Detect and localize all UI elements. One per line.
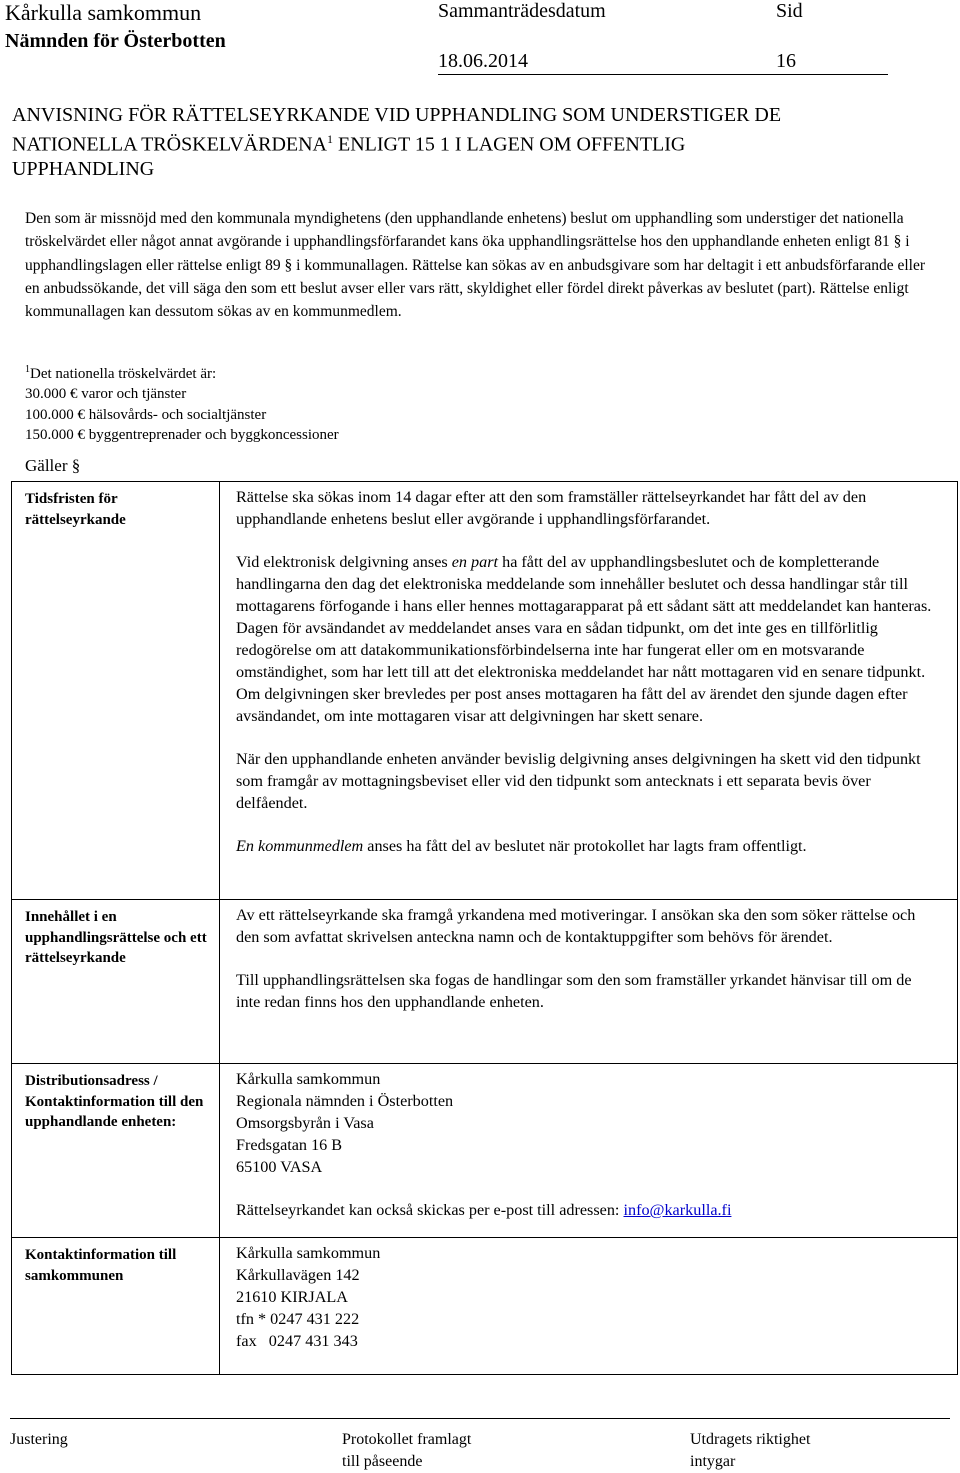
deadline-content (220, 482, 958, 900)
table-row (12, 1238, 958, 1375)
footnote-heading (25, 360, 339, 384)
address-line: Kårkulla samkommun (236, 1070, 381, 1088)
title-line-2a: NATIONELLA TRÖSKELVÄRDENA (12, 133, 327, 156)
address-line: Regionala nämnden i Österbotten (236, 1092, 454, 1110)
organization-name: Kårkulla samkommun (5, 0, 202, 25)
intro-part-1: Den som är missnöjd med den kommunala myndighetens (den upphandlande enhetens) beslut om upphandling som understiger det nationella tröskelvärdet eller något annat avgörande i upphandlingsförfarandet kans öka upphandlingsrättelse hos den upphandlande enheten enligt 81 § i upphandlingslagen eller rättelse enligt 89 § i kommunallagen. (25, 210, 910, 274)
contact-label: Kontaktinformation till samkommunen (12, 1238, 220, 1375)
email-text: Rättelseyrkandet kan också skickas per e-post till adressen: (236, 1201, 624, 1219)
email-paragraph (236, 1199, 937, 1221)
intro-part-2: Rättelse kan sökas av en anbudsgivare som har deltagit i ett anbudsförfarande eller en anbudssökande, det vill säga den som ett beslut avser eller vars rätt, skyldighet eller fördel direkt påverkas av beslutet (part). Rättelse enligt kommunallagen kan dessutom sökas av en kommunmedlem. (25, 256, 926, 321)
footer-certify-line-1: Utdragets riktighet (690, 1431, 811, 1448)
address-line: Kårkullavägen 142 (236, 1266, 360, 1284)
title-line-1: ANVISNING FÖR RÄTTELSEYRKANDE VID UPPHANDLING SOM UNDERSTIGER DE (12, 104, 782, 126)
address-line: fax 0247 431 343 (236, 1332, 358, 1350)
address-line: Omsorgsbyrån i Vasa (236, 1114, 374, 1132)
footer-posted-line-2: till påseende (342, 1453, 423, 1470)
address-line: 65100 VASA (236, 1158, 323, 1176)
address-line: tfn * 0247 431 222 (236, 1310, 360, 1328)
footer-posted (342, 1429, 471, 1473)
contact-content (220, 1238, 958, 1375)
page-number: 16 (776, 50, 796, 72)
content-paragraph-2: Till upphandlingsrättelsen ska fogas de handlingar som den som framställer yrkandet hänvisar till om de inte redan finns hos den upphandlande enheten. (236, 971, 912, 1011)
footnote-heading-text: Det nationella tröskelvärdet är: (30, 366, 217, 382)
deadline-label: Tidsfristen för rättelseyrkande (12, 482, 220, 900)
footnote-ref: 1 (327, 132, 333, 146)
footnote (25, 360, 339, 445)
meeting-date-label: Sammanträdesdatum (438, 0, 606, 22)
title-line-3: UPPHANDLING (12, 157, 155, 180)
address-line: Fredsgatan 16 B (236, 1136, 343, 1154)
footnote-item: 100.000 € hälsovårds- och socialtjänster (25, 406, 267, 423)
deadline-paragraph-3: När den upphandlande enheten använder bevislig delgivning anses delgivningen ha skett vid den tidpunkt som framgår av mottagningsbeviset eller vid den tidpunkt som antecknats i ett separata bevis över delfåendet. (236, 750, 921, 812)
content-content (220, 900, 958, 1064)
table-row (12, 900, 958, 1064)
content-label: Innehållet i en upphandlingsrättelse och ett rättelseyrkande (12, 900, 220, 1064)
footnote-marker: 1 (25, 364, 30, 375)
footer-verification: Justering (10, 1431, 68, 1448)
applies-to-label: Gäller § (25, 456, 81, 475)
table-row (12, 1064, 958, 1238)
footnote-item: 150.000 € byggentreprenader och byggkoncessioner (25, 426, 339, 443)
text-run: Vid elektronisk delgivning anses (236, 553, 452, 571)
footer-certify-line-2: intygar (690, 1453, 736, 1470)
content-paragraph-1: Av ett rättelseyrkande ska framgå yrkandena med motiveringar. I ansökan ska den som söker rättelse och den som avfattat skrivelsen anteckna namn och de kontaktuppgifter som behövs för ärendet. (236, 906, 916, 946)
deadline-paragraph-1: Rättelse ska sökas inom 14 dagar efter att den som framställer rättelseyrkandet har fått del av den upphandlande enhetens beslut eller avgörande i upphandlingsförfarandet. (236, 488, 867, 528)
deadline-paragraph-4 (236, 835, 937, 857)
distribution-label: Distributionsadress / Kontaktinformation till den upphandlande enheten: (12, 1064, 220, 1238)
header-rule (438, 74, 888, 75)
intro-paragraph (25, 207, 930, 323)
contact-address (236, 1242, 937, 1352)
text-run: ha fått del av upphandlingsbeslutet och de kompletterande handlingarna den dag det elektroniska meddelande som innehåller beslutet och dessa handlingar står till mottagarens förfogande i hans eller hennes mottagarapparat på ett sådant sätt att meddelandet kan hanteras. Dagen för avsändandet av meddelandet anses vara en sådan tidpunkt, om det inte ges en tillförlitlig redogörelse om att datakommunikationsförbindelserna inte har fungerat eller om en motsvarande omständighet, som har lett till att det elektroniska meddelandet har nått mottagaren vid en senare tidpunkt. Om delgivningen sker brevledes per post anses mottagaren ha fått del av ärendet den sjunde dagen efter avsändandet, om inte mottagaren visar att delgivningen har skett senare. (236, 553, 932, 725)
footer-posted-line-1: Protokollet framlagt (342, 1431, 472, 1448)
distribution-address (236, 1068, 937, 1178)
deadline-paragraph-2 (236, 551, 937, 727)
emphasis-text: En kommunmedlem (236, 837, 364, 855)
address-line: 21610 KIRJALA (236, 1288, 348, 1306)
appeal-info-table (11, 481, 958, 1375)
distribution-content (220, 1064, 958, 1238)
title-line-2b: ENLIGT 15 1 I LAGEN OM OFFENTLIG (333, 133, 686, 156)
page-label: Sid (776, 0, 803, 22)
footer-certify (690, 1429, 810, 1473)
table-row (12, 482, 958, 900)
document-title (12, 103, 912, 181)
email-link[interactable]: info@karkulla.fi (623, 1201, 732, 1219)
emphasis-text: en part (451, 553, 499, 571)
address-line: Kårkulla samkommun (236, 1244, 381, 1262)
footnote-item: 30.000 € varor och tjänster (25, 386, 187, 403)
committee-name: Nämnden för Österbotten (5, 30, 226, 52)
footer-rule (10, 1418, 950, 1419)
meeting-date: 18.06.2014 (438, 50, 528, 72)
text-run: anses ha fått del av beslutet när protokollet har lagts fram offentligt. (363, 837, 807, 855)
